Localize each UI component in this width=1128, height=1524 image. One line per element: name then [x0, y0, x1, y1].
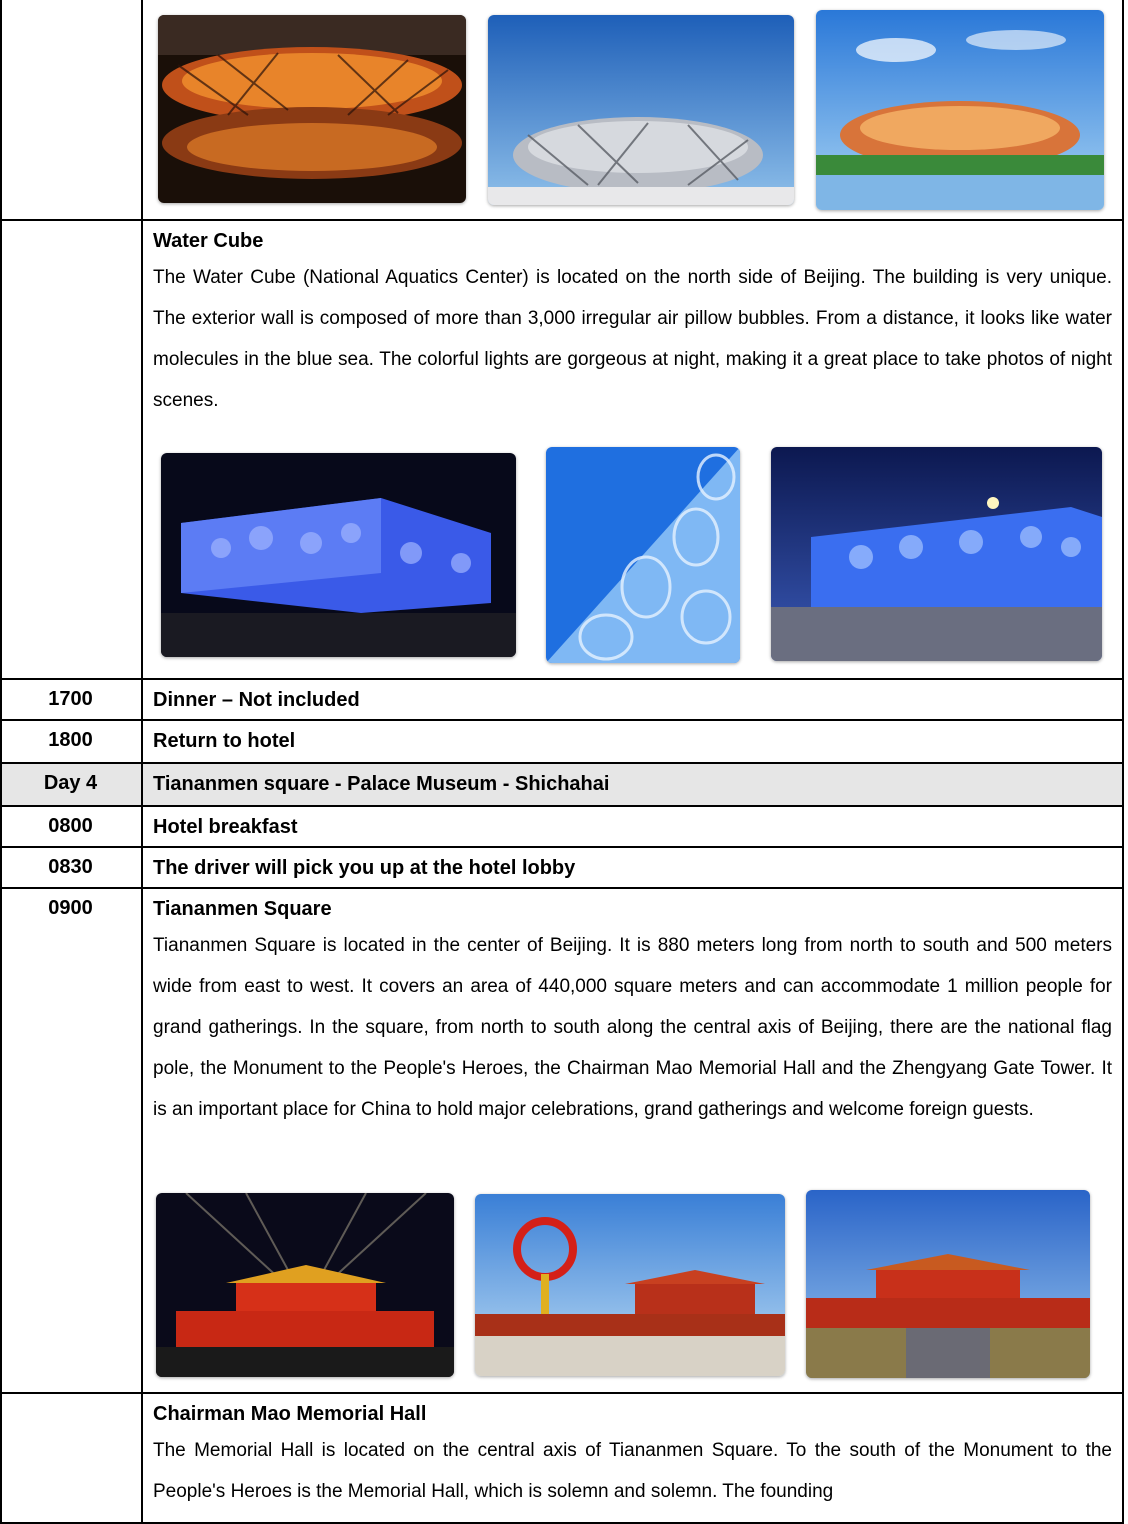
water-cube-dusk-photo — [771, 447, 1102, 661]
content-cell — [143, 807, 1124, 846]
birds-nest-day-photo — [488, 15, 794, 205]
day-label: Day 4 — [0, 764, 143, 805]
time-cell: 0800 — [0, 807, 143, 846]
schedule-row — [0, 680, 1124, 721]
birds-nest-night-photo — [158, 15, 466, 203]
time-cell: 1700 — [0, 680, 143, 719]
content-cell — [143, 848, 1124, 887]
tiananmen-description: Tiananmen Square is located in the center of Beijing. It is 880 meters long from north to south and 500 meters wide from east to west. It covers an area of 440,000 square meters and can accommodate 1 million people for grand gatherings. In the square, from north to south along the central axis of Beijing, there are the national flag pole, the Monument to the People's Heroes, the Chairman Mao Memorial Hall and the Zhengyang Gate Tower. It is an important place for China to hold major celebrations, grand gatherings and welcome foreign guests. — [153, 935, 1112, 1120]
content-cell — [143, 721, 1124, 762]
day-header-row — [0, 764, 1124, 807]
time-cell: 0830 — [0, 848, 143, 887]
day-title: Tiananmen square - Palace Museum - Shichahai — [153, 773, 610, 795]
schedule-row — [0, 721, 1124, 764]
time-cell-empty — [0, 0, 143, 219]
water-cube-closeup-photo — [546, 447, 740, 663]
mao-hall-description: The Memorial Hall is located on the central axis of Tiananmen Square. To the south of the Monument to the People's Heroes is the Memorial Hall, which is solemn and solemn. The founding — [153, 1440, 1112, 1502]
activity-text: Return to hotel — [153, 730, 296, 752]
tiananmen-row — [0, 889, 1124, 1394]
content-cell — [143, 1394, 1124, 1522]
time-cell-empty — [0, 221, 143, 678]
mao-hall-row — [0, 1394, 1124, 1524]
activity-text: The driver will pick you up at the hotel lobby — [153, 857, 576, 879]
schedule-row — [0, 848, 1124, 889]
tiananmen-day-decoration-photo — [475, 1194, 785, 1376]
table-border-right — [1122, 0, 1124, 1524]
table-border-left — [0, 0, 2, 1524]
schedule-row — [0, 807, 1124, 848]
activity-text: Hotel breakfast — [153, 816, 298, 838]
tiananmen-night-photo — [156, 1193, 454, 1377]
time-cell: 1800 — [0, 721, 143, 762]
water-cube-title: Water Cube — [153, 230, 264, 252]
mao-hall-title: Chairman Mao Memorial Hall — [153, 1403, 427, 1425]
birds-nest-photo-row — [0, 0, 1124, 221]
time-cell-empty — [0, 1394, 143, 1522]
water-cube-description: The Water Cube (National Aquatics Center) is located on the north side of Beijing. The building is very unique. The exterior wall is composed of more than 3,000 irregular air pillow bubbles. From a distance, it looks like water molecules in the blue sea. The colorful lights are gorgeous at night, making it a great place to take photos of night scenes. — [153, 267, 1112, 411]
tiananmen-gate-photo — [806, 1190, 1090, 1378]
birds-nest-panorama-photo — [816, 10, 1104, 210]
activity-text: Dinner – Not included — [153, 689, 360, 711]
time-cell: 0900 — [0, 889, 143, 1392]
content-cell — [143, 680, 1124, 719]
water-cube-row — [0, 221, 1124, 680]
water-cube-night-photo — [161, 453, 516, 657]
tiananmen-title: Tiananmen Square — [153, 898, 332, 920]
content-cell — [143, 764, 1124, 805]
